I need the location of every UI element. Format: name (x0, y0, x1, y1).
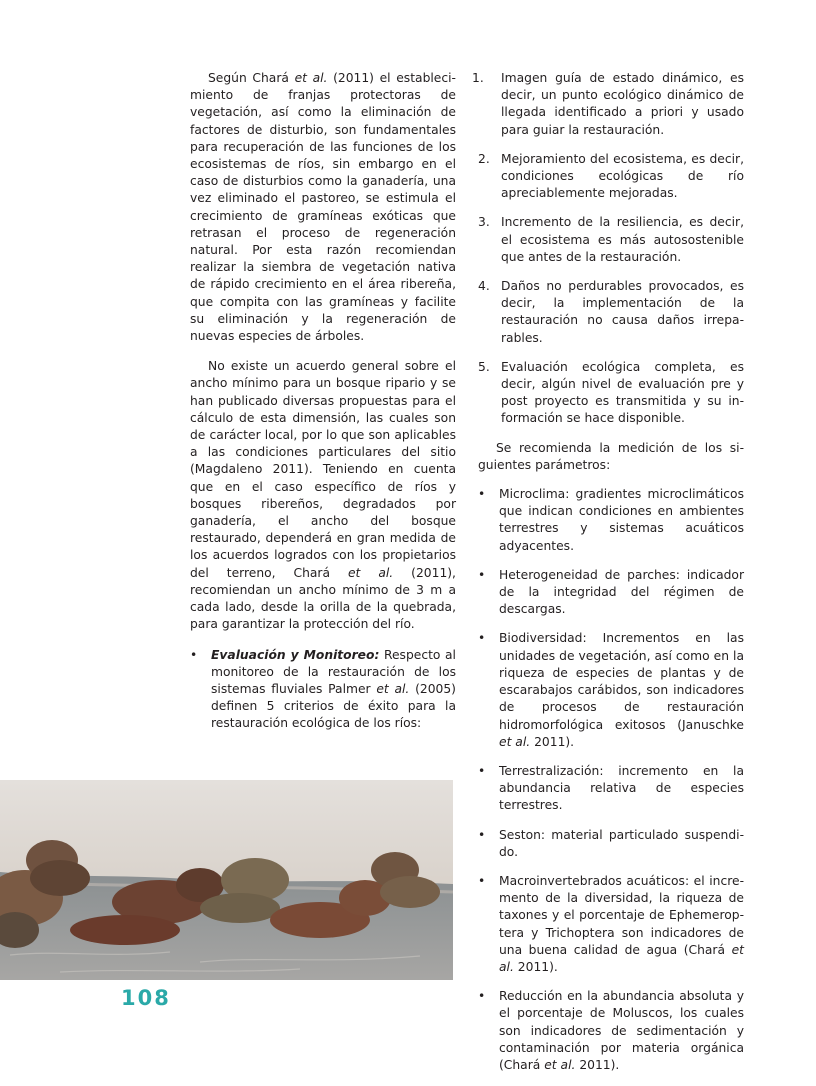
left-column (190, 70, 456, 745)
page-number: 108 (121, 986, 171, 1010)
criterion-item: 4. Daños no perdurables provocados, es decir, la implementación de la restauración no causa daños irreparables. (478, 279, 744, 345)
parameter-bullet: • Seston: material particulado suspendido. (478, 827, 744, 859)
paragraph-parametros-intro: Se recomienda la medición de los siguientes parámetros: (478, 440, 744, 472)
bullet-text: Evaluación y Monitoreo: Respecto al monitoreo de la restauración de los sistemas fluviales Palmer et al. (2005) definen 5 criterios de éxito para la restauración ecológica de los ríos: (211, 647, 456, 731)
criterion-item: 5. Evaluación ecológica completa, es decir, algún nivel de evaluación pre y post proyecto es transmitida y su información se hace disponible. (478, 359, 744, 426)
parameter-bullet: • Biodiversidad: Incrementos en las unidades de vegetación, así como en la riqueza de especies de plantas y de escarabajos carábidos, son indicadores de procesos de restauración hidromorfológica exitosos (Januschke et al. 2011). (478, 631, 744, 749)
parameter-bullet: • Terrestralización: incremento en la abundancia relativa de especies terrestres. (478, 763, 744, 813)
paragraph-ancho-minimo: No existe un acuerdo general sobre el ancho mínimo para un bosque ripario y se han publicado diversas propuestas para el cálculo de esta dimensión, las cuales son de carácter local, por lo que son aplicables a las condiciones particulares del sitio (Magdaleno 2011). Teniendo en cuenta que en el caso específico de ríos y bosques ribereños, degradados por ganadería, el ancho del bosque restaurado, dependerá en gran medida de los acuerdos logrados con los propietarios del terreno, Chará et al. (2011), recomiendan un ancho mínimo de 3 m a cada lado, desde la orilla de la quebrada, para garantizar la protección del río. (190, 359, 456, 632)
right-column (472, 70, 744, 1086)
criterion-item: 3. Incremento de la resiliencia, es decir, el ecosistema es más autosostenible que antes de la restauración. (478, 215, 744, 264)
parameter-bullet: • Heterogeneidad de parches: indicador de la integridad del régimen de descargas. (478, 567, 744, 617)
capybaras-in-river-photo (0, 780, 453, 980)
paragraph-franjas-protectoras: Según Chará et al. (2011) el establecimiento de franjas protectoras de vegetación, así como la eliminación de factores de disturbio, son fundamentales para recuperación de las funciones de los ecosistemas de ríos, sin embargo en el caso de disturbios como la ganadería, una vez eliminado el pastoreo, se estimula el crecimiento de gramíneas exóticas que retrasan el proceso de regeneración natural. Por esta razón recomiendan realizar la siembra de vegetación nativa de rápido crecimiento en el área ribereña, que compita con las gramíneas y facilite su eliminación y la regeneración de nuevas especies de árboles. (190, 71, 456, 344)
parameter-bullet: • Macroinvertebrados acuáticos: el incremento de la diversidad, la riqueza de taxones y el porcentaje de Ephemeroptera y Trichoptera son indicadores de una buena calidad de agua (Chará et al. 2011). (478, 873, 744, 974)
criterion-item: 1. Imagen guía de estado dinámico, es decir, un punto ecológico dinámico de llegada identificado a priori y usado para guiar la restauración. (472, 71, 744, 137)
parameter-bullet: • Reducción en la abundancia absoluta y el porcentaje de Moluscos, los cuales son indicadores de sedimentación y contaminación por materia orgánica (Chará et al. 2011). (478, 989, 744, 1072)
parameter-bullet: • Microclima: gradientes microclimáticos que indican condiciones en ambientes terrestres y sistemas acuáticos adyacentes. (478, 487, 744, 553)
criterion-item: 2. Mejoramiento del ecosistema, es decir, condiciones ecológicas de río apreciablemente mejoradas. (478, 151, 744, 201)
bullet-symbol: • (190, 647, 198, 662)
bullet-evaluacion-monitoreo (190, 647, 456, 733)
